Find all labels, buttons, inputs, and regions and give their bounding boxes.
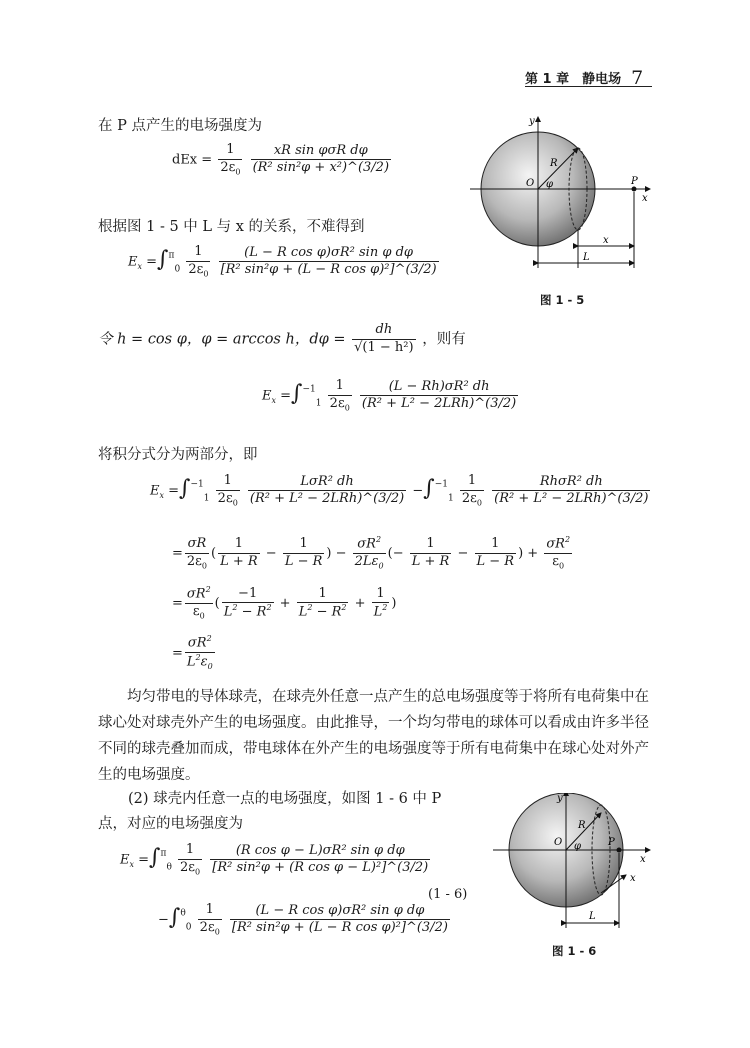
sqrt-denominator: √(1 − h²) (354, 339, 414, 355)
Ex1-denominator: [R² sin²φ + (L − R cos φ)²]^(3/2) (220, 262, 437, 278)
label-phi: φ (546, 179, 554, 190)
inner-numerator-1: (R cos φ − L)σR² sin φ dφ (235, 842, 405, 858)
page-number: 7 (631, 67, 644, 89)
label-O: O (554, 837, 563, 848)
label-O: O (526, 178, 535, 189)
inner-denominator-2: [R² sin²φ + (L − R cos φ)²]^(3/2) (231, 920, 448, 936)
equation-final: = $\frac{\sigma R^2}{L^2\varepsilon_0}$ (172, 634, 213, 672)
Ex2-denominator: (R² + L² − 2LRh)^(3/2) (361, 396, 517, 412)
equation-dEx: dEx = $\frac{1}{2\varepsilon_0}$ $\frac{\text{xR sin φσR dφ}}{\text{(R² sin²φ + x²)\textasciicircum{}(3/2)}}$ (172, 142, 390, 177)
label-R: R (550, 158, 558, 169)
relation-text: 根据图 1 - 5 中 L 与 x 的关系，不难得到 (98, 219, 365, 235)
label-dim-L: L (589, 911, 596, 922)
caption-fig-1-6: 图 1 - 6 (552, 944, 597, 958)
inner-denominator-1: [R² sin²φ + (R cos φ − L)²]^(3/2) (212, 860, 429, 876)
dEx-denominator: (R² sin²φ + x²)^(3/2) (252, 160, 390, 176)
substitution-line (98, 322, 466, 357)
header-rule (525, 86, 652, 87)
equation-step-3: = $\frac{\sigma R^2}{\varepsilon_0}$ ( $\frac{-1}{L^2 - R^2}$ + $\frac{1}{L^2 - R^2}$ + $\frac{1}{L^2}$ ) (172, 585, 397, 621)
dEx-numerator: xR sin φσR dφ (273, 142, 368, 158)
Ex1-numerator: (L − R cos φ)σR² sin φ dφ (244, 244, 413, 260)
equation-step-2: = $\frac{\sigma R}{2\varepsilon_0}$ ( $\frac{1}{L + R}$ − $\frac{1}{L - R}$ ) − $\frac{\sigma R^2}{2L\varepsilon_0}$ (− $\frac{1}{L + R}$ − $\frac{1}{L - R}$ ) + $\frac{\sigma R^2}{\varepsilon_0}$ (172, 535, 571, 571)
substitution-suffix: ，则有 (422, 331, 466, 348)
running-header (525, 66, 643, 88)
figure-1-6 (488, 793, 660, 938)
equation-inner-2: −∫$^\theta_0$ $\frac{1}{2\varepsilon_0}$ $\frac{\text{(L − R cos φ)σR² sin φ dφ}}{\text{[R² sin²φ + (L − R cos φ)²]\textasciicircum{}(3/2)}}$ (158, 902, 448, 937)
label-dim-x: x (603, 235, 609, 246)
label-y: y (529, 116, 535, 127)
equation-Ex-phi: $E_x =\int^\pi_0$ $\frac{1}{2\varepsilon_0}$ $\frac{\text{(L − R cos φ)σR² sin φ dφ}}{\text{[R² sin²φ + (L − R cos φ)²]\textasciicircum{}(3/2)}}$ (128, 244, 437, 279)
para2-line1: (2) 球壳内任意一点的电场强度，如图 1 - 6 中 P (128, 791, 442, 807)
label-P: P (631, 176, 638, 187)
dEx-lhs: dEx = (172, 152, 213, 168)
label-R: R (578, 820, 586, 831)
label-x: x (640, 854, 646, 865)
Ex2-numerator: (L − Rh)σR² dh (388, 378, 490, 394)
equation-split: $E_x =\int^{-1}_1$ $\frac{1}{2\varepsilon_0}$ $\frac{\text{LσR² dh}}{\text{(R² + L² − 2LRh)\textasciicircum{}(3/2)}}$ −∫$^{-1}_1$ $\frac{1}{2\varepsilon_0}$ $\frac{\text{RhσR² dh}}{\text{(R² + L² − 2LRh)\textasciicircum{}(3/2)}}$ (150, 473, 649, 508)
split-denominator-2: (R² + L² − 2LRh)^(3/2) (494, 491, 649, 507)
paragraph-conclusion: 均匀带电的导体球壳，在球壳外任意一点产生的总电场强度等于将所有电荷集中在球心处对球壳外产生的电场强度。由此推导，一个均匀带电的球体可以看成由许多半径不同的球壳叠加而成，带电球体在外产生的电场强度等于所有电荷集中在球心处对外产生的电场强度。 (98, 689, 649, 783)
figure-1-5 (470, 112, 670, 287)
equation-inner-1: $E_x =\int^\pi_\theta$ $\frac{1}{2\varepsilon_0}$ $\frac{\text{(R cos φ − L)σR² sin φ dφ}}{\text{[R² sin²φ + (R cos φ − L)²]\textasciicircum{}(3/2)}}$ (120, 842, 429, 877)
point-p (617, 848, 622, 853)
equation-number: (1 - 6) (428, 887, 468, 902)
substitution-prefix: 令 h = cos φ，φ = arccos h，dφ = (98, 331, 346, 348)
label-phi: φ (574, 841, 582, 852)
split-text: 将积分式分为两部分，即 (98, 447, 258, 463)
label-x: x (642, 193, 648, 204)
split-denominator-1: (R² + L² − 2LRh)^(3/2) (249, 491, 405, 507)
para2-line2: 点，对应的电场强度为 (98, 816, 243, 832)
split-numerator-2: RhσR² dh (539, 473, 603, 489)
equation-Ex-h: $E_x =\int^{-1}_1$ $\frac{1}{2\varepsilon_0}$ $\frac{\text{(L − Rh)σR² dh}}{\text{(R² + L² − 2LRh)\textasciicircum{}(3/2)}}$ (262, 378, 517, 413)
chapter-title: 第 1 章 静电场 (525, 72, 622, 87)
intro-text: 在 P 点产生的电场强度为 (98, 118, 262, 134)
inner-numerator-2: (L − R cos φ)σR² sin φ dφ (255, 902, 425, 918)
label-P: P (608, 837, 615, 848)
dh-numerator: dh (375, 322, 393, 337)
label-dim-L: L (583, 252, 590, 263)
label-y: y (557, 793, 563, 804)
caption-fig-1-5: 图 1 - 5 (540, 293, 585, 307)
split-numerator-1: LσR² dh (300, 473, 354, 489)
point-p (632, 187, 637, 192)
label-dim-x: x (630, 873, 636, 884)
